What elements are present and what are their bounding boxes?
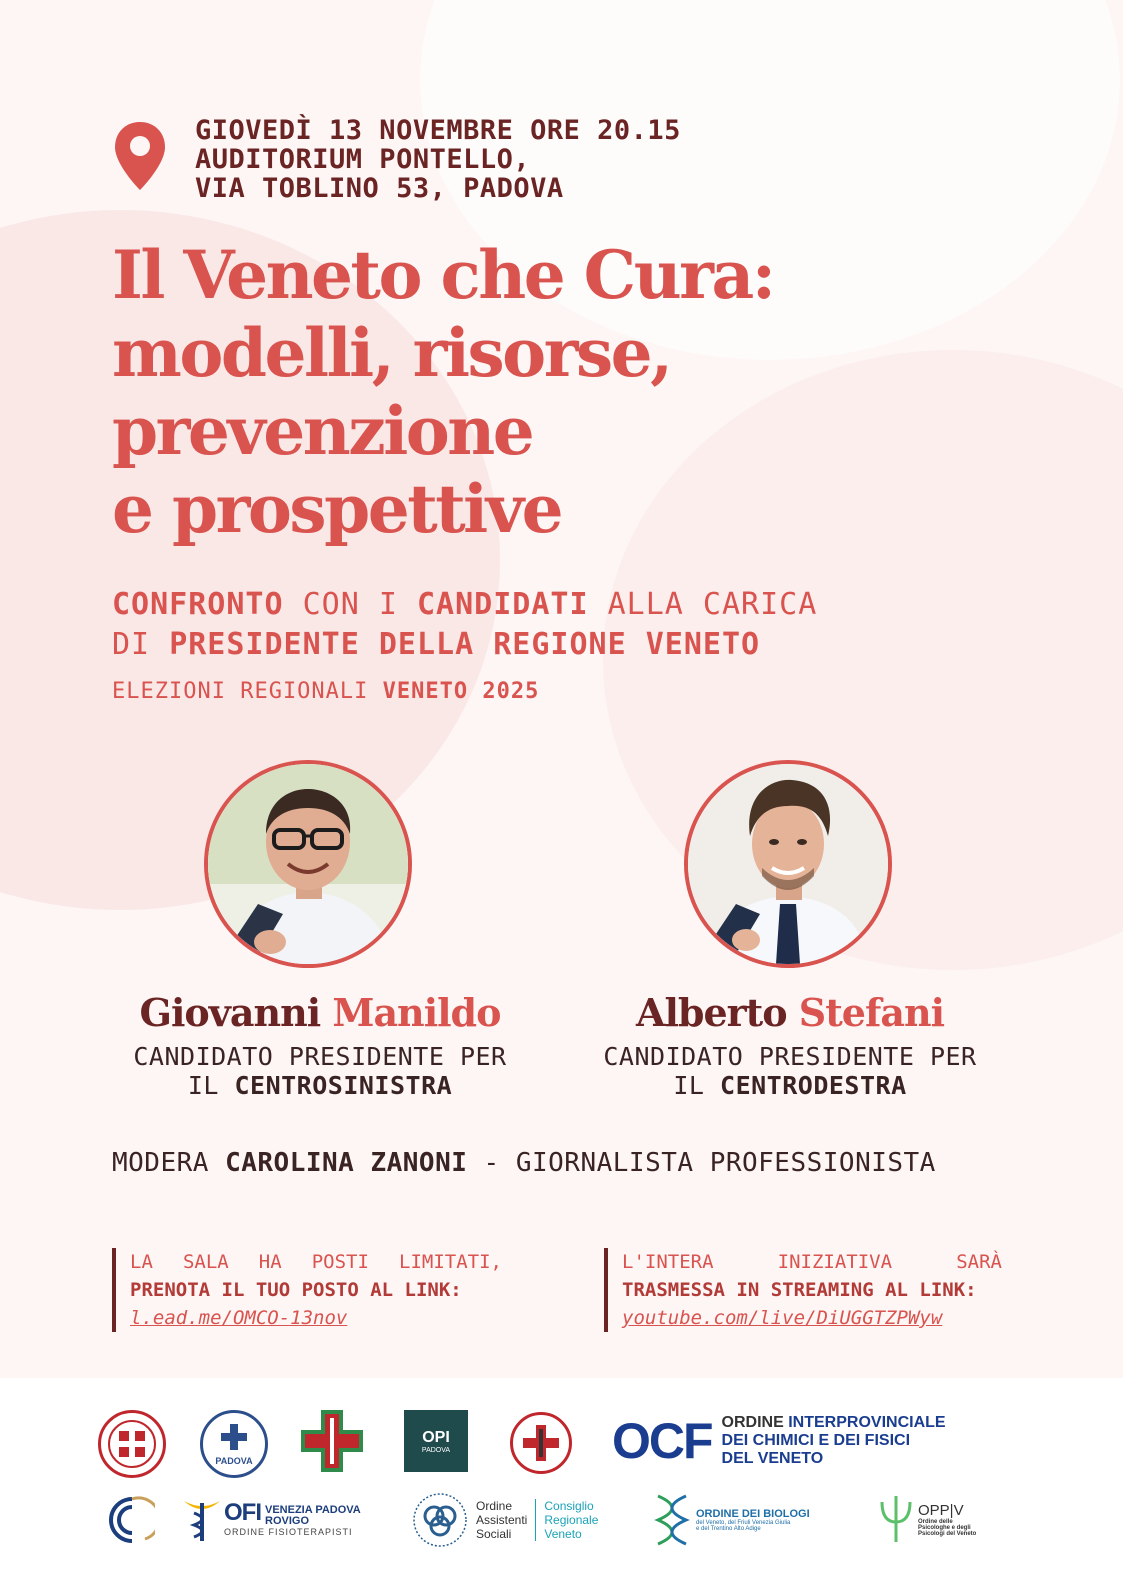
as-text: Sociali [476, 1527, 512, 1541]
candidate-first-name: Alberto [635, 990, 799, 1035]
arcs-emblem-icon [109, 1495, 155, 1545]
candidate-role [100, 1042, 540, 1100]
knot-emblem-icon [412, 1492, 468, 1548]
bio-text: del Veneto, del Friuli Venezia Giulia [696, 1520, 791, 1526]
candidate-coalition: CENTROSINISTRA [234, 1071, 453, 1100]
title-line: prevenzione [112, 392, 533, 470]
location-pin-icon [112, 120, 168, 192]
elections-label [112, 679, 539, 704]
booking-word: POSTI [311, 1251, 369, 1273]
event-date: GIOVEDÌ 13 NOVEMBRE ORE 20.15 [195, 115, 681, 146]
ofi-mark: OFI [224, 1499, 261, 1526]
subtitle-bold: PRESIDENTE DELLA REGIONE VENETO [169, 627, 761, 662]
subtitle-text: ALLA CARICA [588, 587, 818, 622]
psi-icon [878, 1494, 914, 1544]
candidate-role-prefix: IL [187, 1071, 235, 1100]
as-text: Consiglio [544, 1499, 594, 1513]
streaming-word: SARÀ [956, 1251, 1002, 1273]
elections-bold: VENETO 2025 [382, 679, 540, 704]
event-info [195, 116, 681, 203]
candidate-first-name: Giovanni [139, 990, 333, 1035]
fisioterapia-staff-icon [182, 1493, 222, 1543]
vet-cross-icon [217, 1422, 251, 1452]
booking-text [130, 1248, 502, 1276]
event-address: VIA TOBLINO 53, PADOVA [195, 173, 564, 204]
streaming-box [604, 1248, 1002, 1332]
booking-word: LIMITATI, [399, 1251, 502, 1273]
oppv-mark: OPP|V [918, 1501, 964, 1519]
bio-text: ORDINE DEI BIOLOGI [696, 1508, 810, 1520]
candidate-stefani [570, 990, 1010, 1100]
moderator-suffix: - GIORNALISTA PROFESSIONISTA [467, 1148, 936, 1178]
ocf-logo [612, 1412, 1010, 1470]
oppv-logo [878, 1486, 998, 1552]
candidate-last-name: Manildo [332, 990, 501, 1035]
as-text: Ordine [476, 1499, 513, 1513]
subtitle-bold: CONFRONTO [112, 587, 284, 622]
ofi-city: VENEZIA PADOVA [265, 1504, 361, 1516]
assistenti-sociali-logo [412, 1488, 608, 1552]
biologi-logo [652, 1490, 820, 1550]
as-text: Assistenti [476, 1513, 528, 1527]
streaming-text [622, 1248, 1002, 1276]
booking-word: LA [130, 1251, 153, 1273]
booking-cta: PRENOTA IL TUO POSTO AL LINK: [130, 1279, 462, 1301]
medici-padova-logo [98, 1410, 166, 1478]
opi-padova-logo [404, 1410, 468, 1472]
dna-helix-icon [652, 1492, 692, 1548]
event-venue: AUDITORIUM PONTELLO, [195, 144, 531, 175]
streaming-word: L'INTERA [622, 1251, 714, 1273]
ocf-text: INTERPROVINCIALE [788, 1414, 946, 1431]
oppv-text: Psicologhe e degli [918, 1524, 971, 1531]
streaming-cta: TRASMESSA IN STREAMING AL LINK: [622, 1279, 977, 1301]
booking-link[interactable]: l.ead.me/OMCO-13nov [130, 1307, 348, 1329]
moderator-name: CAROLINA ZANONI [225, 1148, 468, 1178]
subtitle [112, 585, 817, 665]
subtitle-text: DI [112, 627, 170, 662]
medical-cross-icon [519, 1421, 563, 1465]
opi-label: OPI [422, 1428, 450, 1446]
page-title [112, 236, 774, 548]
oppv-text: Psicologi del Veneto [918, 1530, 977, 1537]
moderator-prefix: MODERA [112, 1148, 226, 1178]
subtitle-text: CON I [283, 587, 417, 622]
opi-city: PADOVA [421, 1446, 451, 1454]
streaming-link[interactable]: youtube.com/live/DiUGGTZPWyw [622, 1307, 943, 1329]
candidate-role-prefix: IL [673, 1071, 721, 1100]
candidate-manildo [100, 990, 540, 1100]
sponsor-logos [0, 1378, 1123, 1587]
ofi-city: ROVIGO [265, 1515, 310, 1527]
candidate-portrait-manildo [204, 760, 412, 968]
candidate-role-line: CANDIDATO PRESIDENTE PER [603, 1042, 977, 1071]
candidate-coalition: CENTRODESTRA [720, 1071, 907, 1100]
streaming-word: INIZIATIVA [777, 1251, 893, 1273]
subtitle-bold: CANDIDATI [417, 587, 589, 622]
title-line: e prospettive [112, 470, 562, 548]
oppv-text: Ordine delle [918, 1518, 953, 1525]
farmacisti-logo [300, 1410, 364, 1472]
ocf-text: ORDINE [721, 1414, 789, 1431]
booking-box [112, 1248, 502, 1332]
ofi-logo [182, 1490, 398, 1546]
moderator-line [112, 1148, 936, 1178]
booking-word: SALA [182, 1251, 229, 1273]
candidate-last-name: Stefani [798, 990, 945, 1035]
ocf-text: DEL VENETO [721, 1450, 824, 1467]
vet-city: PADOVA [215, 1456, 253, 1466]
as-text: Regionale [544, 1513, 599, 1527]
candidate-portrait-stefani [684, 760, 892, 968]
bio-text: e del Trentino Alto Adige [696, 1526, 761, 1532]
candidate-name [570, 990, 1010, 1036]
title-line: modelli, risorse, [112, 314, 671, 392]
ocf-text: DEI CHIMICI E DEI FISICI [721, 1432, 911, 1449]
veterinari-padova-logo [200, 1410, 268, 1478]
booking-word: HA [258, 1251, 282, 1273]
odontoiatri-logo [510, 1412, 572, 1474]
caduceus-emblem-icon [107, 1419, 157, 1469]
title-line: Il Veneto che Cura: [112, 236, 774, 314]
as-text: Veneto [544, 1527, 582, 1541]
ofi-sub: ORDINE FISIOTERAPISTI [224, 1527, 353, 1537]
candidate-role-line: CANDIDATO PRESIDENTE PER [133, 1042, 507, 1071]
pharmacy-cross-icon [301, 1410, 363, 1472]
candidate-role [570, 1042, 1010, 1100]
candidate-name [100, 990, 540, 1036]
round-emblem-logo [108, 1494, 156, 1546]
elections-prefix: ELEZIONI REGIONALI [112, 679, 383, 704]
ocf-mark: OCF [612, 1413, 712, 1469]
